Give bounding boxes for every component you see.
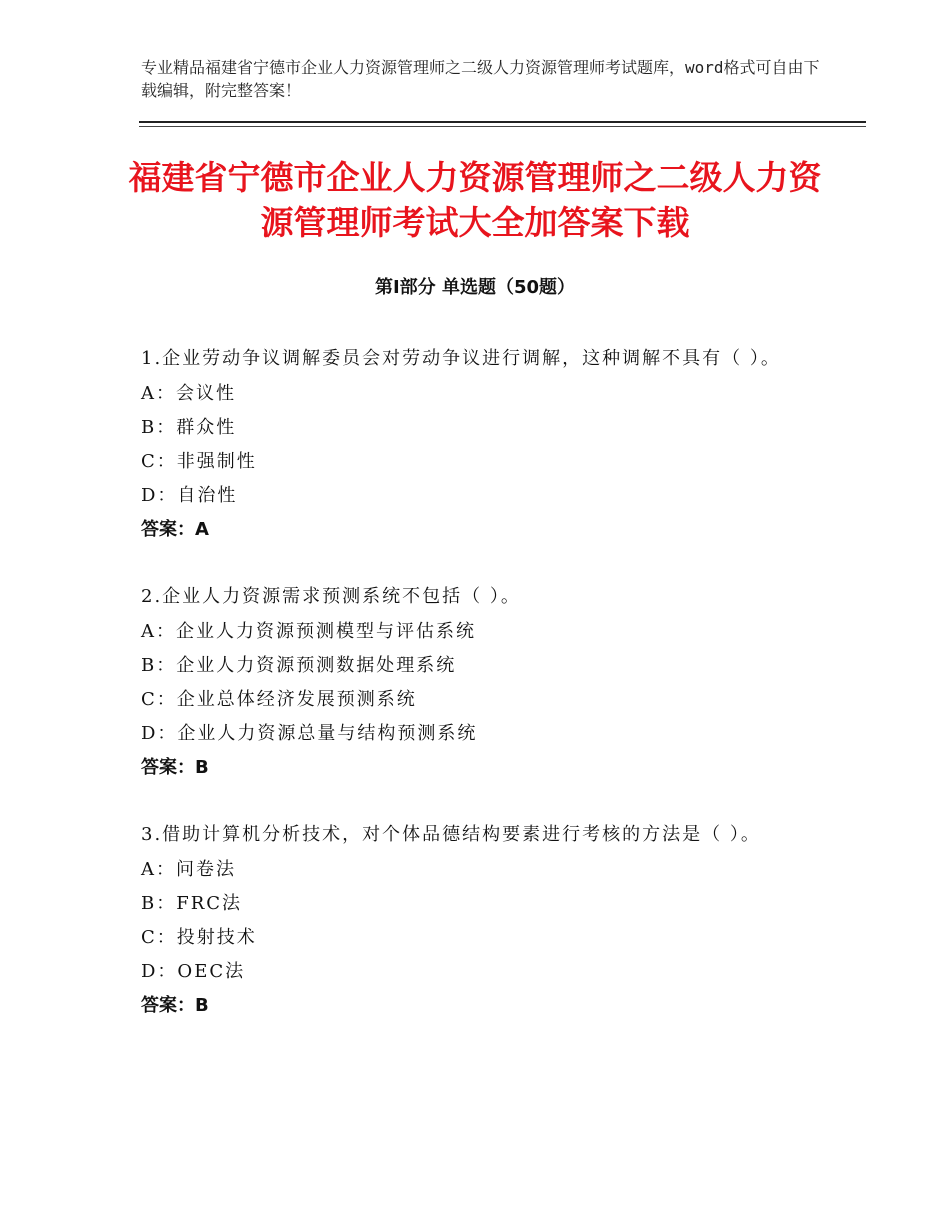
option-d: D：自治性	[141, 485, 238, 506]
option-b: B：群众性	[141, 417, 237, 438]
option-b: B：企业人力资源预测数据处理系统	[141, 655, 457, 676]
header-rule-thin	[139, 126, 866, 127]
answer: 答案：B	[141, 995, 209, 1016]
question-1	[141, 343, 821, 547]
question-3	[141, 819, 821, 1023]
document-title: 福建省宁德市企业人力资源管理师之二级人力资源管理师考试大全加答案下载	[128, 158, 822, 242]
answer: 答案：B	[141, 757, 209, 778]
option-b: B：FRC法	[141, 893, 243, 914]
question-stem: 1.企业劳动争议调解委员会对劳动争议进行调解，这种调解不具有（ ）。	[141, 348, 781, 369]
answer: 答案：A	[141, 519, 209, 540]
option-c: C：企业总体经济发展预测系统	[141, 689, 417, 710]
option-d: D：OEC法	[141, 961, 246, 982]
option-a: A：会议性	[141, 383, 236, 404]
section-title: 第Ⅰ部分 单选题（50题）	[374, 277, 575, 298]
header-note: 专业精品福建省宁德市企业人力资源管理师之二级人力资源管理师考试题库，word格式可自由下载编辑，附完整答案！	[141, 58, 820, 100]
option-d: D：企业人力资源总量与结构预测系统	[141, 723, 478, 744]
option-a: A：问卷法	[141, 859, 236, 880]
question-2	[141, 581, 821, 785]
question-stem: 2.企业人力资源需求预测系统不包括（ ）。	[141, 586, 521, 607]
option-c: C：投射技术	[141, 927, 257, 948]
question-stem: 3.借助计算机分析技术，对个体品德结构要素进行考核的方法是（ ）。	[141, 824, 761, 845]
option-c: C：非强制性	[141, 451, 257, 472]
question-list	[141, 343, 821, 1057]
header-rule-thick	[139, 121, 866, 123]
option-a: A：企业人力资源预测模型与评估系统	[141, 621, 476, 642]
